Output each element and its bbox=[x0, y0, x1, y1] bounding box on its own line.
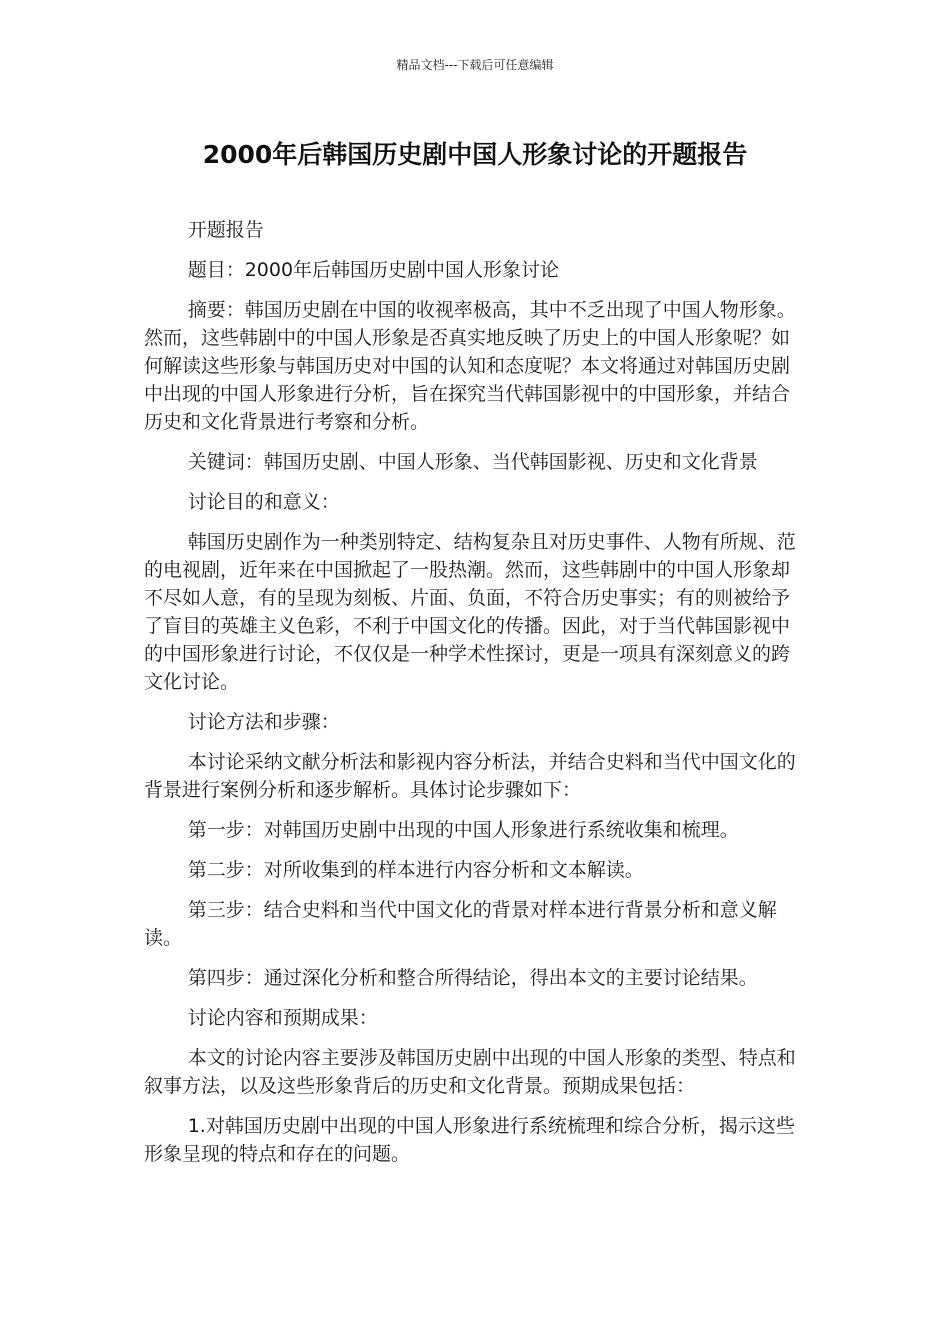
content-paragraph: 本文的讨论内容主要涉及韩国历史剧中出现的中国人形象的类型、特点和叙事方法，以及这些形象背后的历史和文化背景。预期成果包括： bbox=[144, 1047, 796, 1097]
purpose-paragraph: 韩国历史剧作为一种类别特定、结构复杂且对历史事件、人物有所规、范的电视剧，近年来在中国掀起了一股热潮。然而，这些韩剧中的中国人形象却不尽如人意，有的呈现为刻板、片面、负面，不符合历史事实；有的则被给予了盲目的英雄主义色彩，不利于中国文化的传播。因此，对于当代韩国影视中的中国形象进行讨论，不仅仅是一种学术性探讨，更是一项具有深刻意义的跨文化讨论。 bbox=[144, 531, 796, 693]
methods-paragraph: 本讨论采纳文献分析法和影视内容分析法，并结合史料和当代中国文化的背景进行案例分析和逐步解析。具体讨论步骤如下： bbox=[144, 751, 796, 801]
abstract-paragraph: 摘要：韩国历史剧在中国的收视率极高，其中不乏出现了中国人物形象。然而，这些韩剧中的中国人形象是否真实地反映了历史上的中国人形象呢？如何解读这些形象与韩国历史对中国的认知和态度呢？本文将通过对韩国历史剧中出现的中国人形象进行分析，旨在探究当代韩国影视中的中国形象，并结合历史和文化背景进行考察和分析。 bbox=[144, 299, 796, 433]
document-title: 2000年后韩国历史剧中国人形象讨论的开题报告 bbox=[202, 140, 748, 169]
running-header: 精品文档---下载后可任意编辑 bbox=[396, 58, 554, 72]
outcome-item-1: 1.对韩国历史剧中出现的中国人形象进行系统梳理和综合分析，揭示这些形象呈现的特点和存在的问题。 bbox=[144, 1115, 795, 1165]
step-four: 第四步：通过深化分析和整合所得结论，得出本文的主要讨论结果。 bbox=[187, 967, 758, 989]
step-two: 第二步：对所收集到的样本进行内容分析和文本解读。 bbox=[187, 859, 644, 881]
step-three: 第三步：结合史料和当代中国文化的背景对样本进行背景分析和意义解读。 bbox=[144, 899, 777, 949]
section-heading-methods: 讨论方法和步骤： bbox=[187, 711, 340, 733]
section-heading-content: 讨论内容和预期成果： bbox=[187, 1007, 378, 1029]
section-label-report: 开题报告 bbox=[187, 219, 264, 241]
document-body bbox=[144, 216, 806, 1180]
keywords-paragraph: 关键词：韩国历史剧、中国人形象、当代韩国影视、历史和文化背景 bbox=[187, 451, 758, 473]
step-one: 第一步：对韩国历史剧中出现的中国人形象进行系统收集和梳理。 bbox=[187, 819, 739, 841]
topic-line: 题目：2000年后韩国历史剧中国人形象讨论 bbox=[187, 259, 560, 281]
section-heading-purpose: 讨论目的和意义： bbox=[187, 491, 340, 513]
